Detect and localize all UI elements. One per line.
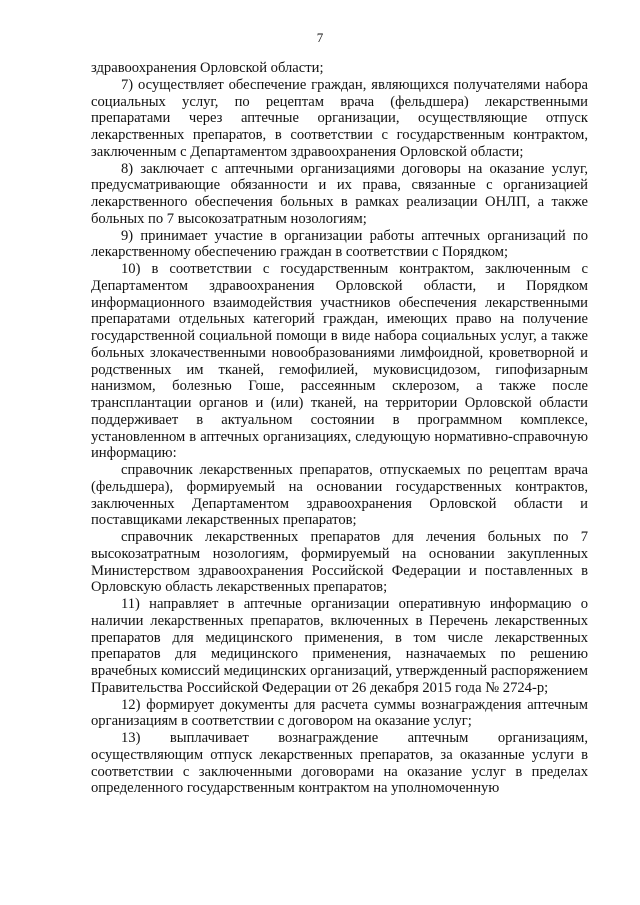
paragraph-item-10: 10) в соответствии с государственным контрактом, заключенным с Департаментом здравоохранения Орловской области, и Порядком информационного взаимодействия участников обеспечения лекарственными препаратами отдельных категорий граждан, имеющих право на получение государственной социальной помощи в виде набора социальных услуг, а также больных злокачественными новообразованиями лимфоидной, кроветворной и родственных им тканей, гемофилией, муковисцидозом, гипофизарным нанизмом, болезнью Гоше, рассеянным склерозом, а также после трансплантации органов и (или) тканей, на территории Орловской области поддерживает в актуальном состоянии в программном комплексе, установленном в аптечных организациях, следующую нормативно-справочную информацию: [91,261,588,462]
paragraph-item-10-directory-1: справочник лекарственных препаратов, отпускаемых по рецептам врача (фельдшера), формируемый на основании государственных контрактов, заключенных Департаментом здравоохранения Орловской области и поставщиками лекарственных препаратов; [91,462,588,529]
paragraph-item-8: 8) заключает с аптечными организациями договоры на оказание услуг, предусматривающие обязанности и их права, связанные с организацией лекарственного обеспечения больных в рамках реализации ОНЛП, а также больных по 7 высокозатратным нозологиям; [91,160,588,227]
paragraph-item-10-directory-2: справочник лекарственных препаратов для лечения больных по 7 высокозатратным нозологиям, формируемый на основании закупленных Министерством здравоохранения Российской Федерации и поставленных в Орловскую область лекарственных препаратов; [91,529,588,596]
paragraph-item-13: 13) выплачивает вознаграждение аптечным организациям, осуществляющим отпуск лекарственных препаратов, за оказанные услуги в соответствии с заключенными договорами на оказание услуг в пределах определенного государственным контрактом на уполномоченную [91,730,588,797]
document-body [91,60,588,797]
page-number: 7 [316,30,324,45]
paragraph-item-11: 11) направляет в аптечные организации оперативную информацию о наличии лекарственных препаратов, включенных в Перечень лекарственных препаратов для медицинского применения, в том числе лекарственных препаратов для медицинского применения, назначаемых по решению врачебных комиссий медицинских организаций, утвержденный распоряжением Правительства Российской Федерации от 26 декабря 2015 года № 2724-р; [91,596,588,696]
paragraph-item-12: 12) формирует документы для расчета суммы вознаграждения аптечным организациям в соответствии с договором на оказание услуг; [91,696,588,730]
paragraph-item-7: 7) осуществляет обеспечение граждан, являющихся получателями набора социальных услуг, по рецептам врача (фельдшера) лекарственными препаратами через аптечные организации, осуществляющие отпуск лекарственных препаратов, в соответствии с государственным контрактом, заключенным с Департаментом здравоохранения Орловской области; [91,76,588,160]
paragraph-item-9: 9) принимает участие в организации работы аптечных организаций по лекарственному обеспечению граждан в соответствии с Порядком; [91,227,588,261]
paragraph-continuation: здравоохранения Орловской области; [91,60,324,76]
